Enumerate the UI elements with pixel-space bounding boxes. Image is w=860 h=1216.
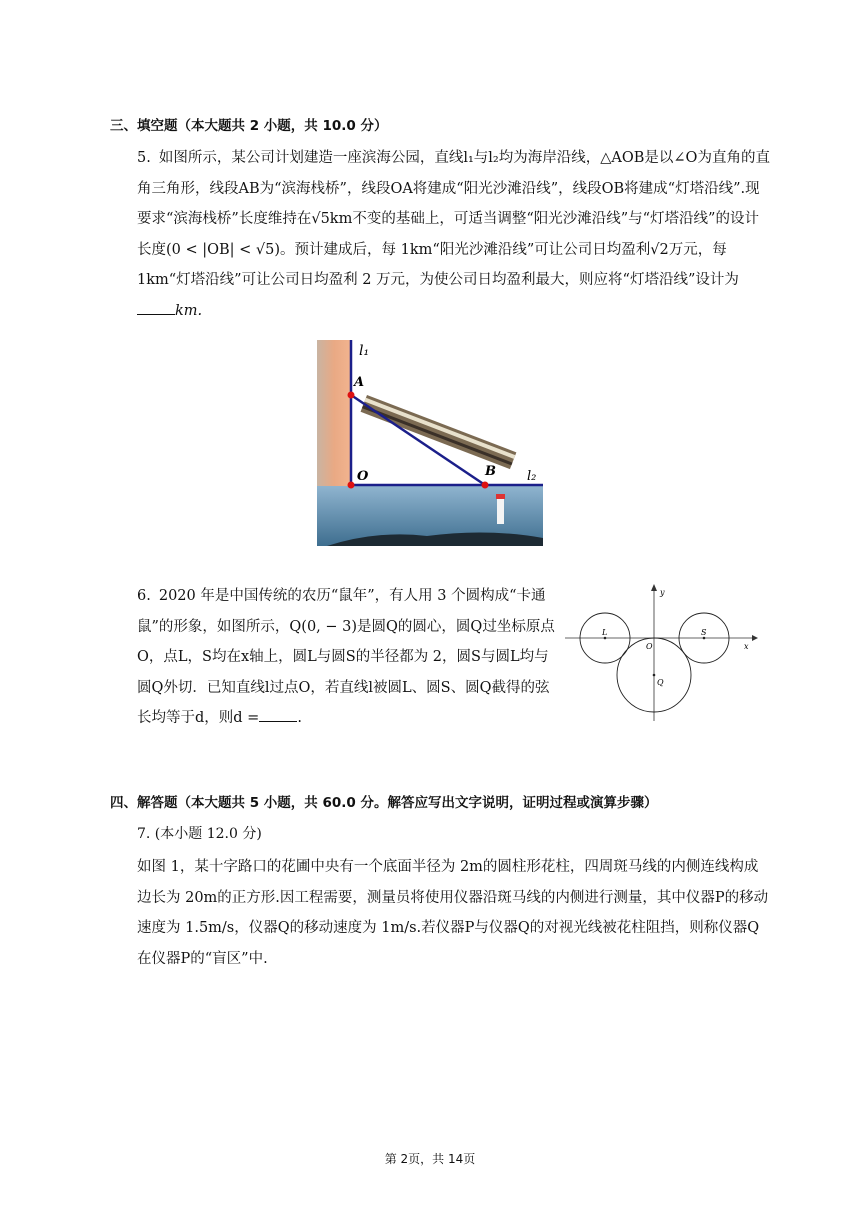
section-4-title: 四、解答题（本大题共 5 小题，共 60.0 分。解答应写出文字说明，证明过程或演算步骤） bbox=[110, 795, 658, 811]
coastline-diagram bbox=[317, 340, 543, 546]
section-3-title: 三、填空题（本大题共 2 小题，共 10.0 分） bbox=[110, 118, 388, 134]
point-a bbox=[348, 392, 355, 399]
lighthouse-image bbox=[497, 498, 504, 524]
question-5-number: 5. bbox=[137, 150, 151, 166]
label-x: x bbox=[744, 642, 749, 651]
question-6-number: 6. bbox=[137, 588, 151, 604]
label-o: O bbox=[646, 642, 653, 651]
question-5-body: 如图所示，某公司计划建造一座滨海公园，直线l₁与l₂均为海岸沿线，△AOB是以∠O为直角的直角三角形，线段AB为“滨海栈桥”，线段OA将建成“阳光沙滩沿线”，线段OB将建成“灯塔沿线”.现要求“滨海栈桥”长度维持在√5km不变的基础上，可适当调整“阳光沙滩沿线”与“灯塔沿线”的设计长度(0 < |OB| < √5)。预计建成后，每 1km“阳光沙滩沿线”可让公司日均盈利√2万元，每 1km“灯塔沿线”可让公司日均盈利 2 万元，为使公司日均盈利最大，则应将“灯塔沿线”设计为 bbox=[137, 150, 770, 288]
question-7-header: 7. (本小题 12.0 分) bbox=[137, 826, 262, 842]
page-footer: 第 2页，共 14页 bbox=[384, 1152, 476, 1166]
label-a: A bbox=[354, 375, 365, 390]
question-6-figure bbox=[562, 583, 762, 723]
question-6-body: 2020 年是中国传统的农历“鼠年”，有人用 3 个圆构成“卡通鼠”的形象，如图所示，Q(0, − 3)是圆Q的圆心，圆Q过坐标原点O，点L，S均在x轴上，圆L与圆S的半径都为 2，圆S与圆L均与圆Q外切．已知直线l过点O，若直线l被圆L、圆S、圆Q截得的弦长均等于d，则d = bbox=[137, 588, 555, 726]
label-b: B bbox=[485, 464, 496, 479]
question-6-text: 6. 2020 年是中国传统的农历“鼠年”，有人用 3 个圆构成“卡通鼠”的形象，如图所示，Q(0, − 3)是圆Q的圆心，圆Q过坐标原点O，点L，S均在x轴上，圆L与圆S的半径都为 2，圆S与圆L均与圆Q外切．已知直线l过点O，若直线l被圆L、圆S、圆Q截得的弦长均等于d，则d = . bbox=[137, 588, 555, 726]
label-s: S bbox=[701, 628, 707, 637]
point-b bbox=[482, 482, 489, 489]
answer-blank bbox=[259, 707, 297, 722]
question-5-figure bbox=[317, 340, 543, 546]
question-5-text bbox=[137, 143, 772, 326]
point-o bbox=[348, 482, 355, 489]
label-o: O bbox=[357, 469, 369, 484]
pier-image bbox=[361, 395, 517, 469]
question-7-text: 如图 1，某十字路口的花圃中央有一个底面半径为 2m的圆柱形花柱，四周斑马线的内侧连线构成边长为 20m的正方形.因工程需要，测量员将使用仪器沿斑马线的内侧进行测量，其中仪器P的移动速度为 1.5m/s，仪器Q的移动速度为 1m/s.若仪器P与仪器Q的对视光线被花柱阻挡，则称仪器Q在仪器P的“盲区”中. bbox=[137, 859, 769, 967]
mouse-circles-diagram bbox=[562, 583, 762, 723]
answer-blank bbox=[137, 300, 175, 315]
label-y: y bbox=[660, 588, 665, 597]
beach-image bbox=[317, 340, 351, 490]
label-l: L bbox=[602, 628, 608, 637]
question-5-unit: km. bbox=[175, 302, 203, 319]
label-l1: l₁ bbox=[359, 343, 370, 359]
label-l2: l₂ bbox=[527, 469, 537, 484]
label-q: Q bbox=[657, 678, 664, 687]
